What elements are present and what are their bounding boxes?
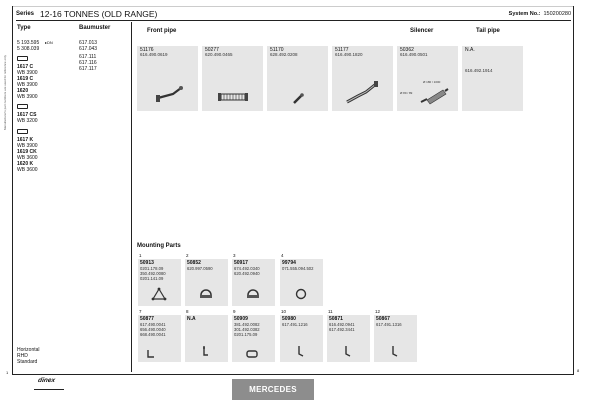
mounting-part [185,309,228,362]
system-number-value: 150200280 [543,10,571,17]
clamp-icon [199,289,213,301]
callout-number: 2 [186,253,189,258]
baumuster-5: 617.117 [79,66,97,72]
truck-icon [17,56,28,61]
gasket-ring-icon [295,288,307,300]
small-bracket-icon [201,345,211,357]
model-name: 1619 C [17,76,34,82]
oe-code: 628.492.0208 [270,52,298,57]
oe-codes: 617.491.1316 [376,322,402,327]
silencer-heading: Silencer [410,28,434,34]
left-border [12,6,13,374]
type-code-arrow: ▸DN [45,40,53,45]
clamp-icon [246,289,260,301]
part-number: 51177 [335,47,349,53]
series-title: 12-16 TONNES (OLD RANGE) [40,8,158,19]
bracket-icon [390,345,400,357]
footer-note: RHD [17,353,28,359]
callout-number: 7 [139,309,142,314]
pipe-with-flange-icon [155,84,185,104]
callout-number: 3 [233,253,236,258]
type-heading: Type [17,25,31,31]
mounting-part [280,309,323,362]
hanger-icon [146,349,156,359]
part-card [332,46,393,111]
brand-label: MERCEDES [232,379,314,400]
part-number: 50277 [205,47,219,53]
column-divider [131,22,132,372]
part-number: 51170 [270,47,284,53]
part-number: 50362 [400,47,414,53]
logo-underline [34,389,64,390]
model-name: 1617 K [17,137,34,143]
part-number: 99794 [282,260,296,266]
callout-number: 9 [233,309,236,314]
triangle-bracket-icon [151,287,167,301]
flexible-pipe-icon [218,90,248,104]
model-wb: WB 3200 [17,118,38,124]
model-wb: WB 3600 [17,167,38,173]
model-name: 1619 CK [17,149,37,155]
part-card [462,46,523,111]
page-header [16,7,571,21]
model-wb: WB 3900 [17,143,38,149]
model-name: 1617 C [17,64,34,70]
mounting-part [374,309,417,362]
oe-code: 616.490.0501 [400,52,428,57]
system-number [509,11,571,17]
mounting-part [138,253,181,306]
bracket-icon [343,345,353,357]
oe-codes: 674.492.0340 620.492.0940 [234,266,260,276]
model-name: 1620 K [17,161,34,167]
oe-codes: 071.555.094.502 [282,266,314,271]
callout-number: 4 [281,253,284,258]
footer-note: Standard [17,359,38,365]
right-border [573,6,574,374]
baumuster-2: 617.043 [79,46,98,52]
mounting-part [232,253,275,306]
callout-number: 8 [186,309,189,314]
tail-pipe-heading: Tail pipe [476,28,500,34]
model-wb: WB 3900 [17,94,38,100]
model-name: 1620 [17,88,29,94]
callout-number: 10 [281,309,287,314]
oe-codes: 0201.178.09 350.492.0080 0201.141.09 [140,266,166,281]
part-number: 50877 [140,316,154,322]
oe-code: 616.492.1914 [465,68,493,73]
part-number: 50871 [329,316,343,322]
part-number: 50913 [140,260,154,266]
oe-code: 616.490.0619 [140,52,168,57]
bent-pipe-icon [344,80,380,106]
footer-note: Horizontal [17,347,40,353]
truck-icon [17,104,28,109]
mounting-part [232,309,275,362]
silencer-icon [419,84,449,106]
model-wb: WB 3900 [17,82,38,88]
part-number: N.A. [465,47,475,53]
truck-icon [17,129,28,134]
side-disclaimer: Manufacturer's part numbers are used for reference only [3,55,7,130]
oe-codes: 381.492.0082 301.492.0382 0201.175.09 [234,322,260,337]
oe-code: 620.490.0465 [205,52,233,57]
part-card [397,46,458,111]
part-number: 50980 [282,316,296,322]
mounting-part [138,309,181,362]
part-card [202,46,263,111]
oe-codes: 617.490.0041 656.490.0040 668.490.0041 [140,322,166,337]
mounting-part [280,253,323,306]
oe-codes: 616.492.0941 617.492.3441 [329,322,355,332]
type-code-2: 5 308.039 [17,46,40,52]
bracket-icon [296,345,306,357]
part-number: 50852 [187,260,201,266]
rubber-mount-icon [246,350,258,358]
mounting-part [185,253,228,306]
silencer-dimension: Ø 180 / 1000 [423,80,441,84]
oe-codes: 620.997.0590 [187,266,213,271]
part-number: 51176 [140,47,154,53]
short-pipe-icon [291,92,305,106]
type-code-1: 5 193.595 [17,40,40,46]
part-card [267,46,328,111]
baumuster-1: 617.013 [79,40,98,46]
callout-number: 1 [139,253,142,258]
series-label: Series [16,10,35,17]
page-marker-right: 8 [577,368,580,373]
callout-number: 11 [328,309,333,314]
mounting-parts-heading: Mounting Parts [137,243,181,249]
dinex-logo: dinex [37,377,56,384]
model-wb: WB 3900 [17,70,38,76]
model-wb: WB 3600 [17,155,38,161]
system-number-label: System No.: [508,10,541,17]
baumuster-4: 617.116 [79,60,97,66]
oe-code: 616.490.1820 [335,52,363,57]
oe-codes: 617.491.1216 [282,322,308,327]
page-marker-left: 1 [6,370,9,375]
front-pipe-heading: Front pipe [147,28,177,34]
part-number: N.A [187,316,196,322]
silencer-dimension: Ø 89 / 89 [400,91,413,95]
baumuster-heading: Baumuster [79,25,111,31]
part-number: 50909 [234,316,248,322]
baumuster-3: 617.111 [79,54,97,60]
model-name: 1617 CS [17,112,37,118]
mounting-part [327,309,370,362]
part-number: 50867 [376,316,390,322]
part-number: 50917 [234,260,248,266]
part-card [137,46,198,111]
bottom-border [12,374,574,375]
callout-number: 12 [375,309,381,314]
